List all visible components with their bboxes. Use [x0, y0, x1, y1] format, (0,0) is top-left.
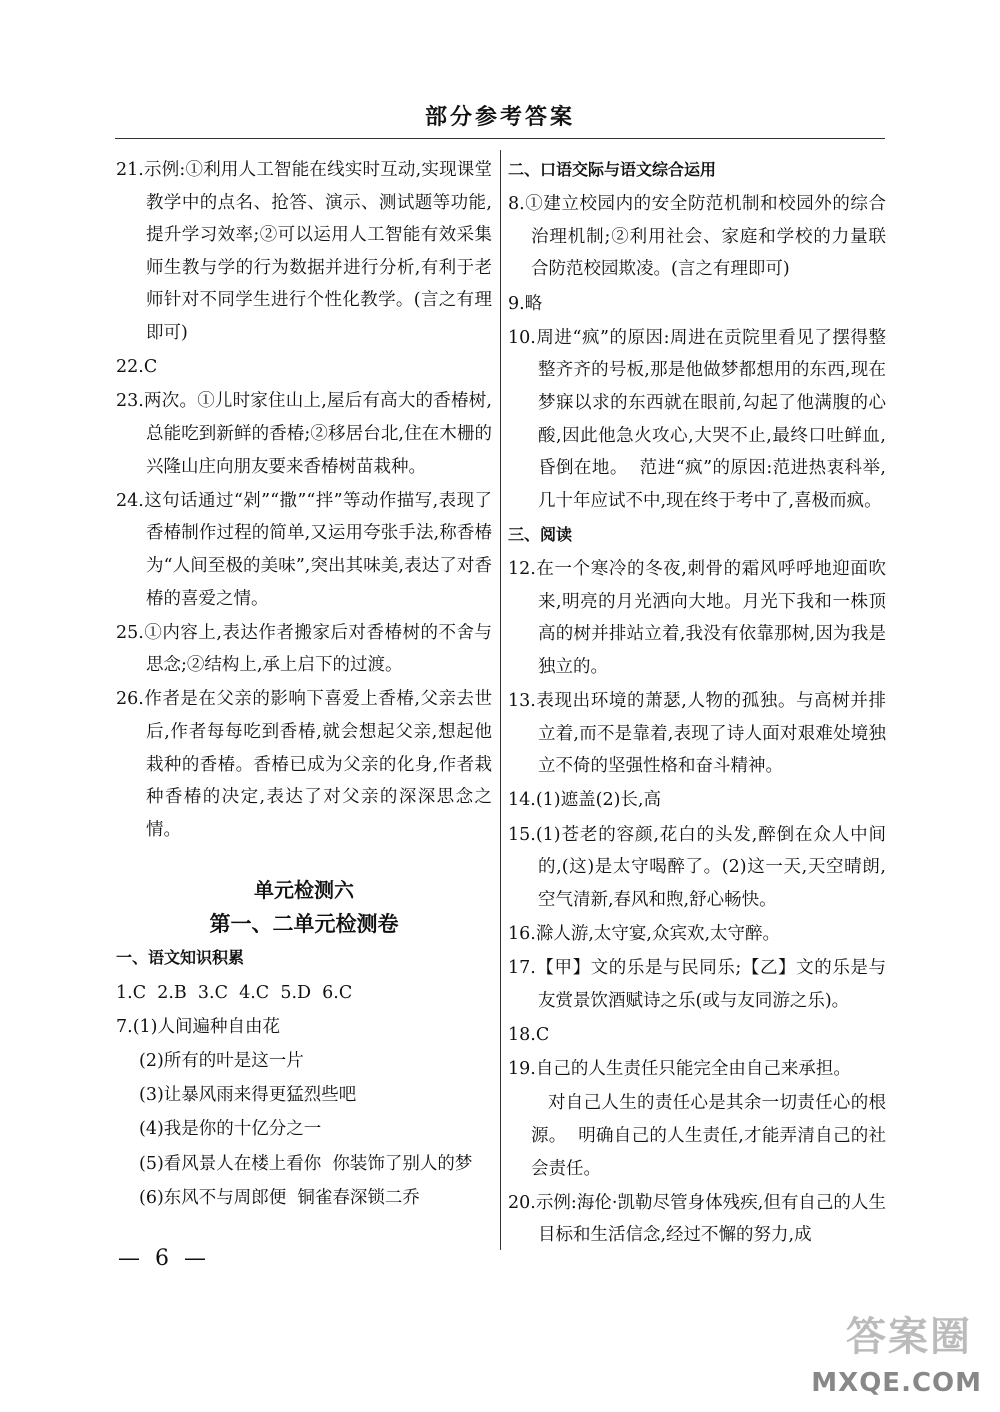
answer-17: 17.【甲】文的乐是与民同乐;【乙】文的乐是与友赏景饮酒赋诗之乐(或与友同游之乐)。 [508, 958, 886, 1011]
answer-23: 23.两次。①儿时家住山上,屋后有高大的香椿树,总能吃到新鲜的香椿;②移居台北,住在木栅的兴隆山庄向朋友要来香椿树苗栽种。 [116, 391, 492, 477]
section-heading-3: 三、阅读 [508, 524, 573, 544]
answer-1-6: 1.C 2.B 3.C 4.C 5.D 6.C [116, 982, 353, 1003]
column-divider [500, 150, 501, 1250]
answer-20: 20.示例:海伦·凯勒尽管身体残疾,但有自己的人生目标和生活信念,经过不懈的努力,成 [508, 1192, 886, 1246]
left-column [116, 154, 492, 1216]
answer-9: 9.略 [508, 293, 543, 314]
answer-8: 8.①建立校园内的安全防范机制和校园外的综合治理机制;②利用社会、家庭和学校的力量联合防范校园欺凌。(言之有理即可) [508, 194, 886, 280]
answer-22: 22.C [116, 357, 158, 378]
answer-7-6: (6)东风不与周郎便 铜雀春深锁二乔 [139, 1187, 420, 1208]
unit-subtitle: 第一、二单元检测卷 [209, 912, 399, 937]
right-column [508, 154, 886, 1254]
section-heading-2: 二、口语交际与语文综合运用 [508, 160, 717, 179]
answer-7-5: (5)看风景人在楼上看你 你装饰了别人的梦 [139, 1153, 473, 1174]
answer-16: 16.滁人游,太守宴,众宾欢,太守醉。 [508, 924, 781, 944]
answer-13: 13.表现出环境的萧瑟,人物的孤独。与高树并排立着,而不是靠着,表现了诗人面对艰难处境独立不倚的坚强性格和奋斗精神。 [508, 691, 886, 777]
answer-19: 19.自己的人生责任只能完全由自己来承担。 [508, 1059, 851, 1080]
watermark-logo: 答案圈 [846, 1314, 972, 1360]
answer-7-4: (4)我是你的十亿分之一 [139, 1119, 322, 1140]
answer-12: 12.在一个寒冷的冬夜,刺骨的霜风呼呼地迎面吹来,明亮的月光洒向大地。月光下我和一株顶高的树并排站立着,我没有依靠那树,因为我是独立的。 [508, 559, 886, 677]
answer-14: 14.(1)遮盖(2)长,高 [508, 790, 661, 811]
answer-7-2: (2)所有的叶是这一片 [139, 1050, 304, 1071]
answer-25: 25.①内容上,表达作者搬家后对香椿树的不舍与思念;②结构上,承上启下的过渡。 [116, 622, 492, 676]
answer-10: 10.周进“疯”的原因:周进在贡院里看见了摆得整整齐齐的号板,那是他做梦都想用的东西,现在梦寐以求的东西就在眼前,勾起了他满腹的心酸,因此他急火攻心,大哭不止,最终口吐鲜血,昏倒在地。 范进“疯”的原因:范进热衷科举,几十年应试不中,现在终于考中了,喜极而疯。 [508, 327, 886, 511]
answer-19-body: 对自己人生的责任心是其余一切责任心的根源。 明确自己的人生责任,才能弄清自己的社会责任。 [531, 1093, 886, 1179]
section-heading-1: 一、语文知识积累 [116, 948, 245, 968]
unit-title: 单元检测六 [254, 878, 354, 903]
page-header-title: 部分参考答案 [424, 105, 575, 130]
answer-7-3: (3)让暴风雨来得更猛烈些吧 [139, 1085, 357, 1106]
answer-15: 15.(1)苍老的容颜,花白的头发,醉倒在众人中间的,(这)是太守喝醉了。(2)这一天,天空晴朗,空气清新,春风和煦,舒心畅快。 [508, 824, 886, 910]
answer-24: 24.这句话通过“剁”“撒”“拌”等动作描写,表现了香椿制作过程的简单,又运用夸张手法,称香椿为“人间至极的美味”,突出其味美,表达了对香椿的喜爱之情。 [116, 490, 492, 609]
watermark-url: MXQE.COM [811, 1368, 982, 1398]
answer-18: 18.C [508, 1024, 550, 1045]
answer-21: 21.示例:①利用人工智能在线实时互动,实现课堂教学中的点名、抢答、演示、测试题等功能,提升学习效率;②可以运用人工智能有效采集师生教与学的行为数据并进行分析,有利于老师针对不同学生进行个性化教学。(言之有理即可) [116, 160, 492, 343]
answer-7: 7.(1)人间遍种自由花 [116, 1016, 280, 1037]
header-divider [115, 138, 885, 139]
answer-26: 26.作者是在父亲的影响下喜爱上香椿,父亲去世后,作者每每吃到香椿,就会想起父亲,想起他栽种的香椿。香椿已成为父亲的化身,作者栽种香椿的决定,表达了对父亲的深深思念之情。 [116, 689, 492, 840]
page-number: — 6 — [118, 1246, 210, 1271]
